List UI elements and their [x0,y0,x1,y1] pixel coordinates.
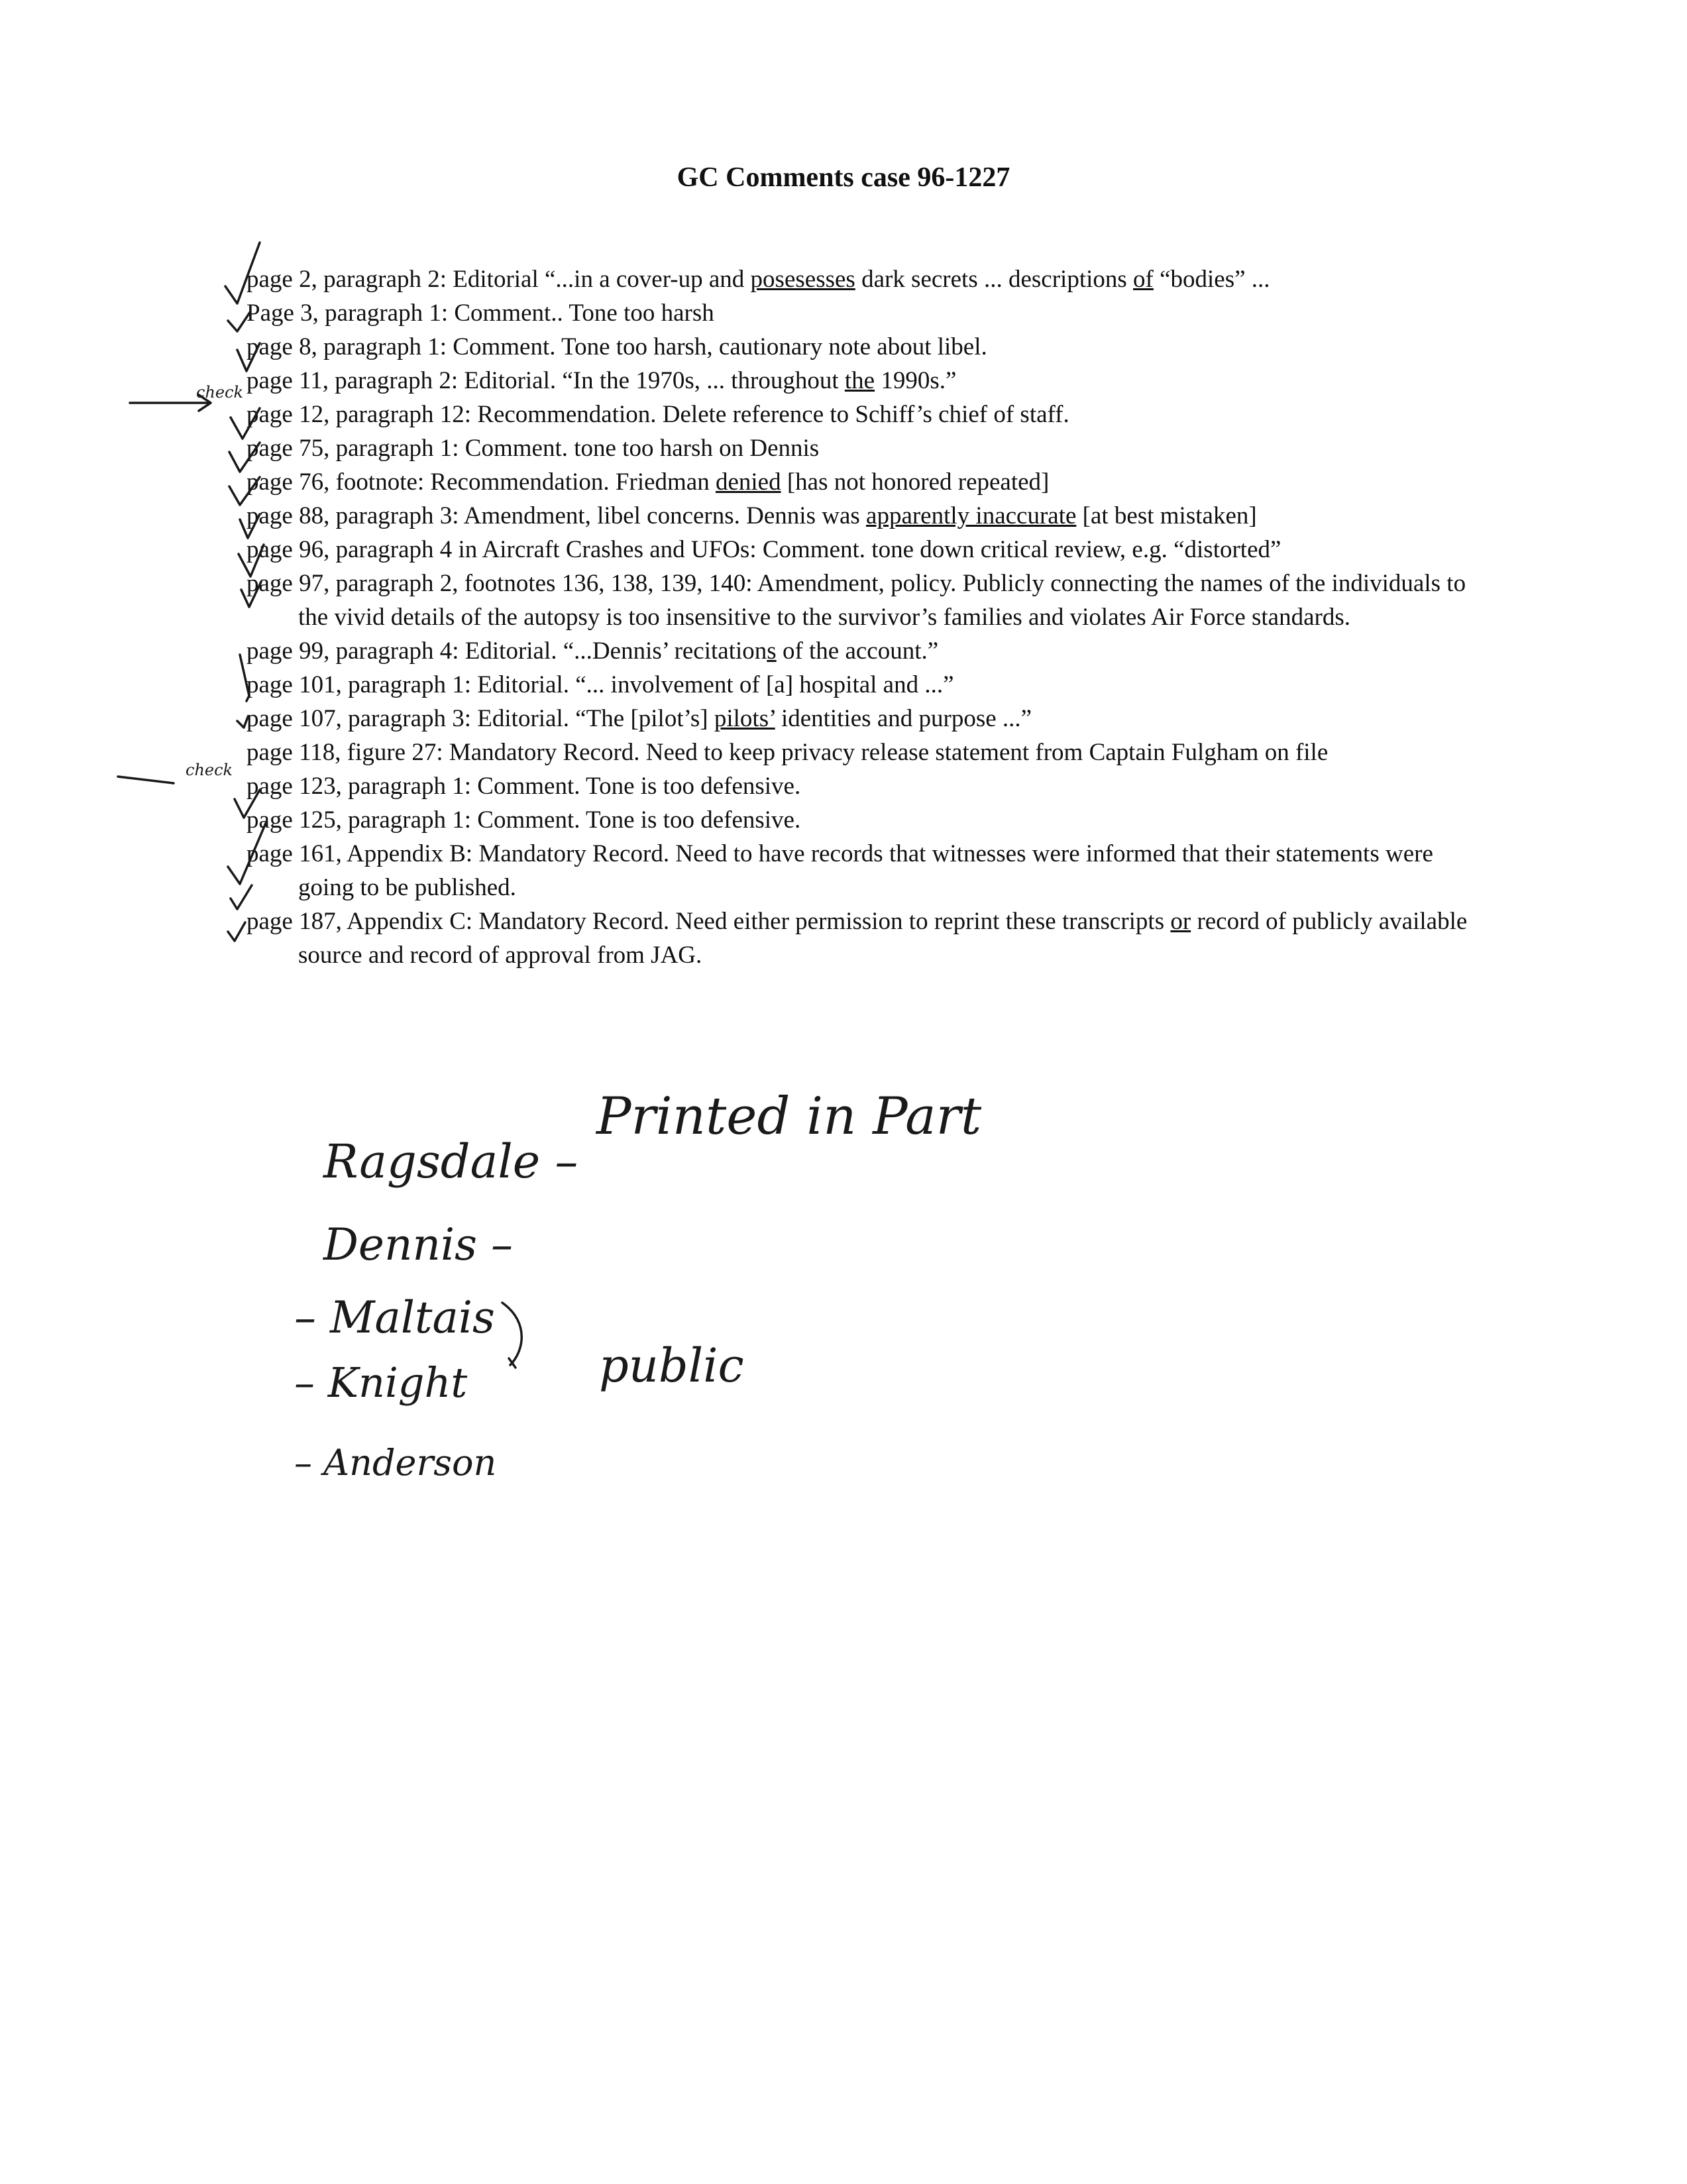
entry-text: page 12, paragraph 12: Recommendation. Delete reference to Schiff’s chief of staff. [246,401,1069,428]
entry-text: “bodies” ... [1153,266,1270,293]
handwritten-public: public [599,1338,744,1393]
underlined-text: pilots’ [714,705,775,732]
comment-entry [246,533,1479,567]
entry-text: page 118, figure 27: Mandatory Record. Need to keep privacy release statement from Captain Fulgham on file [246,739,1329,766]
entry-text: identities and purpose ...” [775,705,1032,732]
entry-text: 1990s.” [875,367,957,394]
entry-text: page 97, paragraph 2, footnotes 136, 138, 139, 140: Amendment, policy. Publicly connecting the names of the individuals to the vivid details of the autopsy is too insensitive to the survivor’s families and violates Air Force standards. [246,570,1466,631]
comment-entry [246,465,1479,499]
entry-text: dark secrets ... descriptions [855,266,1134,293]
underlined-text: apparently inaccurate [866,502,1077,529]
entry-text: page 107, paragraph 3: Editorial. “The [pilot’s] [246,705,714,732]
comment-entry [246,262,1479,296]
handwritten-dennis: Dennis – [323,1219,513,1270]
comment-entry [246,330,1479,364]
entry-text: page 75, paragraph 1: Comment. tone too harsh on Dennis [246,435,820,462]
comment-entry [246,296,1479,330]
comment-entry [246,499,1479,533]
comment-entry [246,431,1479,465]
comment-entry [246,736,1479,769]
handwritten-printed-in-part: Printed in Part [596,1087,982,1146]
margin-note-check-107: check [186,761,233,779]
entry-text: page 96, paragraph 4 in Aircraft Crashes and UFOs: Comment. tone down critical review, e.g. “distorted” [246,536,1281,563]
comment-entry [246,398,1479,431]
underlined-text: or [1170,908,1191,935]
entry-text: page 8, paragraph 1: Comment. Tone too harsh, cautionary note about libel. [246,333,987,360]
entry-text: Page 3, paragraph 1: Comment.. Tone too harsh [246,300,714,327]
entry-text: [has not honored repeated] [781,468,1050,496]
entry-text: page 11, paragraph 2: Editorial. “In the 1970s, ... throughout [246,367,845,394]
comment-entry [246,567,1479,634]
entry-text: page 2, paragraph 2: Editorial “...in a cover-up and [246,266,751,293]
entry-text: page 101, paragraph 1: Editorial. “... involvement of [a] hospital and ...” [246,671,954,698]
bracket-brace-icon [502,1303,521,1368]
entry-text: page 123, paragraph 1: Comment. Tone is too defensive. [246,773,801,800]
entry-text: page 187, Appendix C: Mandatory Record. Need either permission to reprint these transcripts [246,908,1171,935]
comment-entry [246,668,1479,702]
underlined-text: the [844,367,875,394]
entry-text: page 99, paragraph 4: Editorial. “...Dennis’ recitation [246,637,767,665]
entry-text: of the account.” [776,637,939,665]
document-title: GC Comments case 96-1227 [677,162,1010,193]
handwritten-ragsdale: Ragsdale – [323,1134,578,1189]
underlined-text: s [767,637,777,665]
comment-entry [246,364,1479,398]
handwritten-maltais: – Maltais [294,1292,495,1343]
underlined-text: of [1133,266,1154,293]
comment-entry [246,769,1479,803]
entry-text: page 161, Appendix B: Mandatory Record. Need to have records that witnesses were informed that their statements were going to be published. [246,840,1433,901]
comment-entry [246,634,1479,668]
handwritten-knight: – Knight [294,1358,468,1407]
entry-text: [at best mistaken] [1076,502,1257,529]
margin-arrow-icon [118,395,211,783]
underlined-text: posesesses [750,266,855,293]
underlined-text: denied [715,468,781,496]
entry-text: page 76, footnote: Recommendation. Friedman [246,468,716,496]
entry-text: page 88, paragraph 3: Amendment, libel concerns. Dennis was [246,502,867,529]
comment-entry [246,837,1479,904]
margin-note-check-11: check [196,383,244,402]
entry-text: record of publicly available source and record of approval from JAG. [298,908,1468,969]
comment-entry [246,904,1479,972]
comment-list [246,262,1479,972]
comment-entry [246,803,1479,837]
entry-text: page 125, paragraph 1: Comment. Tone is too defensive. [246,806,801,834]
handwritten-anderson: – Anderson [294,1442,497,1484]
comment-entry [246,702,1479,736]
